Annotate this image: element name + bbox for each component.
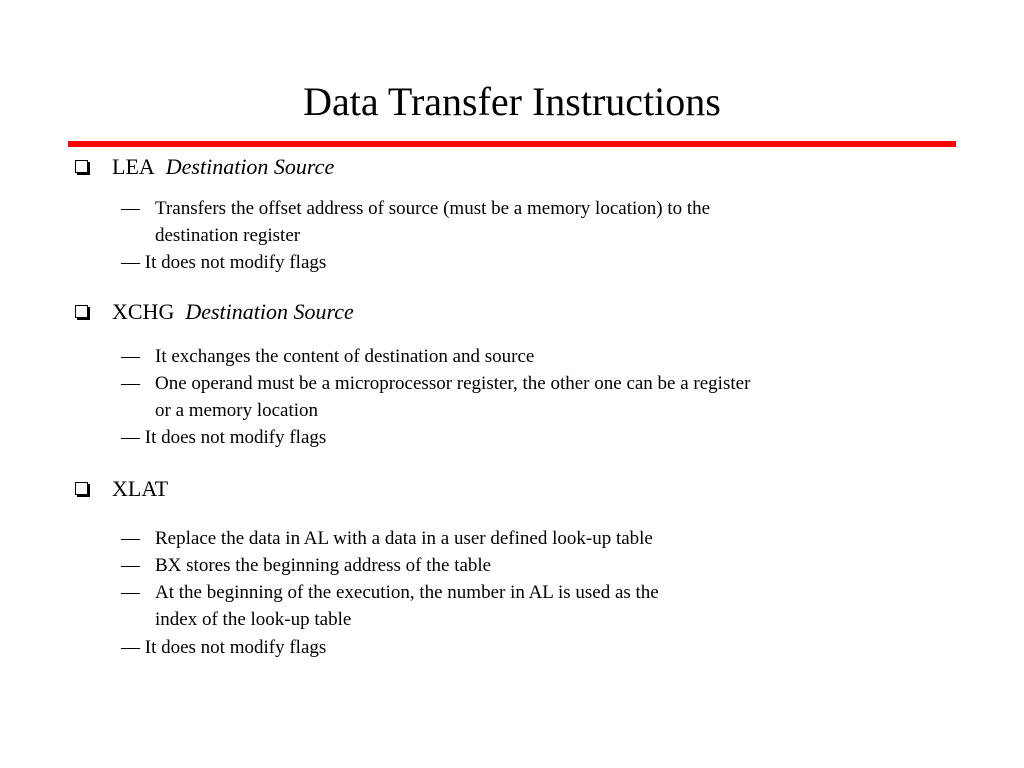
slide-title: Data Transfer Instructions <box>303 79 721 124</box>
sub-point-text: Transfers the offset address of source (must be a memory location) to the <box>155 198 711 219</box>
title-underline <box>68 141 956 147</box>
sub-point <box>121 370 750 397</box>
instruction-name: XLAT <box>112 476 169 501</box>
instruction-operands: Destination Source <box>165 154 335 179</box>
bullet-xchg <box>72 298 354 326</box>
dash-marker: — <box>121 582 140 603</box>
sub-point <box>121 579 659 606</box>
checkbox-bullet-icon <box>75 305 88 318</box>
checkbox-bullet-icon <box>75 482 88 495</box>
sub-point <box>121 195 710 222</box>
dash-marker: — <box>121 528 140 549</box>
sub-point-text: At the beginning of the execution, the number in AL is used as the <box>155 582 659 603</box>
sub-point <box>121 552 491 579</box>
dash-marker: — <box>121 555 140 576</box>
sub-point-continuation: destination register <box>155 225 301 246</box>
bullet-lea <box>72 153 334 181</box>
sub-point-text: Replace the data in AL with a data in a user defined look-up table <box>155 528 653 549</box>
sub-point-continuation: index of the look-up table <box>155 609 352 630</box>
sub-point-text: BX stores the beginning address of the table <box>155 555 492 576</box>
instruction-name: XCHG <box>112 299 175 324</box>
dash-marker: — <box>121 198 140 219</box>
flag-note: — It does not modify flags <box>121 637 327 658</box>
bullet-xlat <box>72 475 179 503</box>
dash-marker: — <box>121 346 140 367</box>
checkbox-bullet-icon <box>75 160 88 173</box>
sub-point-continuation: or a memory location <box>155 400 319 421</box>
sub-point <box>121 343 534 370</box>
dash-marker: — <box>121 373 140 394</box>
flag-note: — It does not modify flags <box>121 252 327 273</box>
instruction-name: LEA <box>112 154 155 179</box>
sub-point-text: It exchanges the content of destination and source <box>155 346 535 367</box>
instruction-operands: Destination Source <box>185 299 354 324</box>
flag-note: — It does not modify flags <box>121 427 327 448</box>
sub-point-text: One operand must be a microprocessor register, the other one can be a register <box>155 373 751 394</box>
sub-point <box>121 525 653 552</box>
